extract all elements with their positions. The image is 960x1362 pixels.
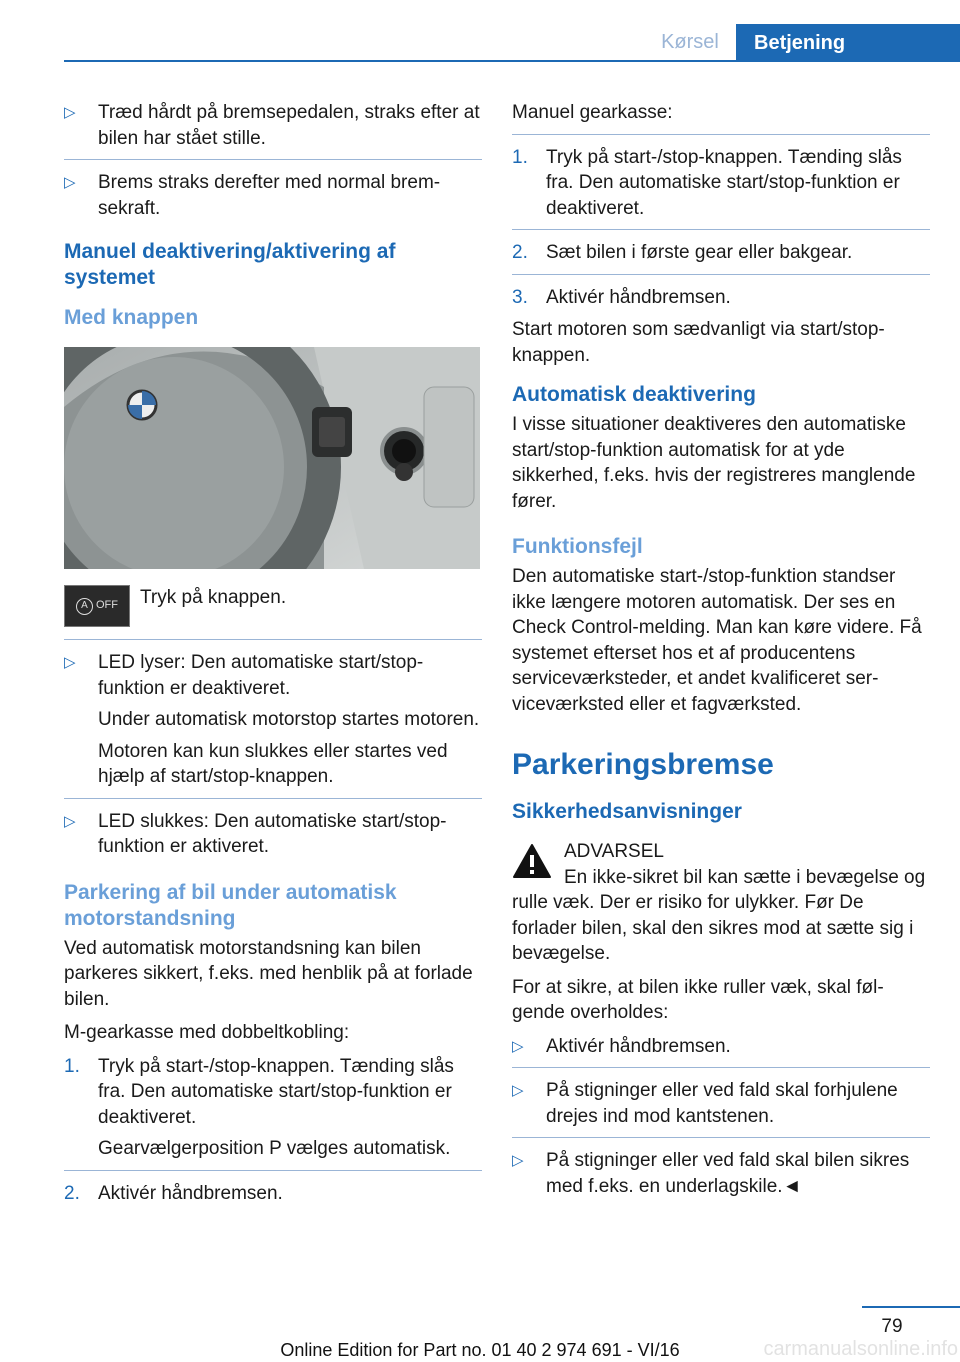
- divider: [512, 274, 930, 275]
- watermark: carmanualsonline.info: [763, 1338, 958, 1360]
- bullet-icon: ▷: [64, 812, 76, 830]
- header-rule: [64, 60, 960, 62]
- heading-with-button: Med knappen: [64, 306, 199, 329]
- list-item: 3. Aktivér håndbremsen.: [512, 286, 731, 308]
- heading-manual-toggle: Manuel deaktivering/aktivering af systemet: [64, 240, 396, 289]
- heading-safety: Sikkerhedsanvisninger: [512, 800, 742, 823]
- bullet-icon: ▷: [64, 104, 76, 121]
- heading-auto-deactivation: Automatisk deaktivering: [512, 383, 756, 406]
- divider: [64, 159, 482, 160]
- warning-block: [512, 839, 930, 865]
- divider: [64, 639, 482, 640]
- warning-text: En ikke-sikret bil kan sætte i bevægelse og rulle væk. Der er risiko for ulykker. Før De forlader bilen, skal den sikres mod at sætte sig i bevægelse.: [512, 866, 926, 964]
- list-item: 2. Aktivér håndbremsen.: [64, 1182, 283, 1204]
- divider: [512, 1067, 930, 1068]
- divider: [512, 134, 930, 135]
- divider: [512, 229, 930, 230]
- list-item: ▷ Brems straks derefter med normal bremsekraft.: [64, 172, 441, 219]
- auto-start-stop-off-button[interactable]: A OFF: [64, 585, 130, 627]
- divider: [512, 1137, 930, 1138]
- secure-intro: For at sikre, at bilen ikke ruller væk, skal følgende overholdes:: [512, 976, 884, 1023]
- bullet-icon: ▷: [512, 1152, 524, 1169]
- bullet-icon: ▷: [64, 654, 76, 671]
- auto-a-icon: A: [76, 598, 93, 615]
- edition-label: Online Edition for Part no. 01 40 2 974 691 - VI/16: [280, 1340, 680, 1360]
- warning-triangle-icon: [512, 843, 552, 879]
- heading-parking: Parkering af bil under automatisk motorstandsning: [64, 880, 397, 930]
- list-item: ▷ LED lyser: Den automatiske start/stop-funktion er deaktiveret. Under automatisk motorstop startes motoren. Motoren kan kun slukkes eller startes ved hjælp af start/stop-knappen.: [64, 652, 480, 787]
- page-number: 79: [881, 1316, 903, 1337]
- page-header: [0, 0, 960, 62]
- list-item: ▷ På stigninger eller ved fald skal forhjulene drejes ind mod kantstenen.: [512, 1080, 898, 1127]
- auto-paragraph: I visse situationer deaktiveres den automatiske start/stop-funktion automatisk for at yde sikkerhed, f.eks. hvis der registreres manglende fører.: [512, 414, 916, 512]
- off-button-row: [64, 585, 482, 631]
- page-footer: [0, 1306, 960, 1362]
- warning-title: ADVARSEL: [564, 841, 664, 862]
- mgear-intro: M-gearkasse med dobbeltkobling:: [64, 1022, 350, 1043]
- heading-fault: Funktionsfejl: [512, 535, 643, 558]
- list-item: ▷ Aktivér håndbremsen.: [512, 1034, 930, 1060]
- list-item: 1. Tryk på start-/stop-knappen. Tænding slås fra. Den automatiske start/stop-funktion er deaktiveret. Gearvælgerposition P vælges automatisk.: [64, 1055, 454, 1159]
- restart-paragraph: Start motoren som sædvanligt via start/stop-knappen.: [512, 319, 885, 366]
- manual-gear-intro: Manuel gearkasse:: [512, 102, 673, 123]
- button-caption: Tryk på knappen.: [140, 587, 287, 608]
- divider: [64, 798, 482, 799]
- chapter-tab[interactable]: Betjening: [736, 24, 960, 62]
- parking-paragraph: Ved automatisk motorstandsning kan bilen parkeres sikkert, f.eks. med henblik på at forlade bilen.: [64, 937, 473, 1010]
- footer-rule: [862, 1306, 960, 1308]
- list-item: ▷ På stigninger eller ved fald skal bilen sikres med f.eks. en underlagskile.◄: [512, 1150, 910, 1197]
- left-column: [64, 100, 482, 1213]
- bullet-icon: ▷: [64, 174, 76, 191]
- section-tab[interactable]: Kørsel: [661, 30, 719, 53]
- heading-parking-brake: Parkeringsbremse: [512, 748, 774, 781]
- list-item: 2. Sæt bilen i første gear eller bakgear.: [512, 242, 853, 263]
- list-item: 1. Tryk på start-/stop-knappen. Tænding slås fra. Den automatiske start/stop-funktion er deaktiveret.: [512, 146, 902, 219]
- divider: [64, 1170, 482, 1171]
- bullet-icon: ▷: [512, 1082, 524, 1099]
- bullet-icon: ▷: [512, 1037, 524, 1055]
- list-item: ▷ LED slukkes: Den automatiske start/stop-funktion er aktiveret.: [64, 810, 447, 857]
- fault-paragraph: Den automatiske start-/stop-funktion standser ikke længere motoren automatisk. Der ses en Check Control-melding. Man kan køre videre. Få systemet efterset hos et af producentens serviceværksteder, et andet kvalificeret serviceværksted eller et fagværksted.: [512, 566, 922, 715]
- list-item: ▷ Træd hårdt på bremsepedalen, straks efter at bilen har stået stille.: [64, 102, 480, 149]
- right-column: [512, 100, 930, 1206]
- steering-wheel-photo: [64, 347, 480, 569]
